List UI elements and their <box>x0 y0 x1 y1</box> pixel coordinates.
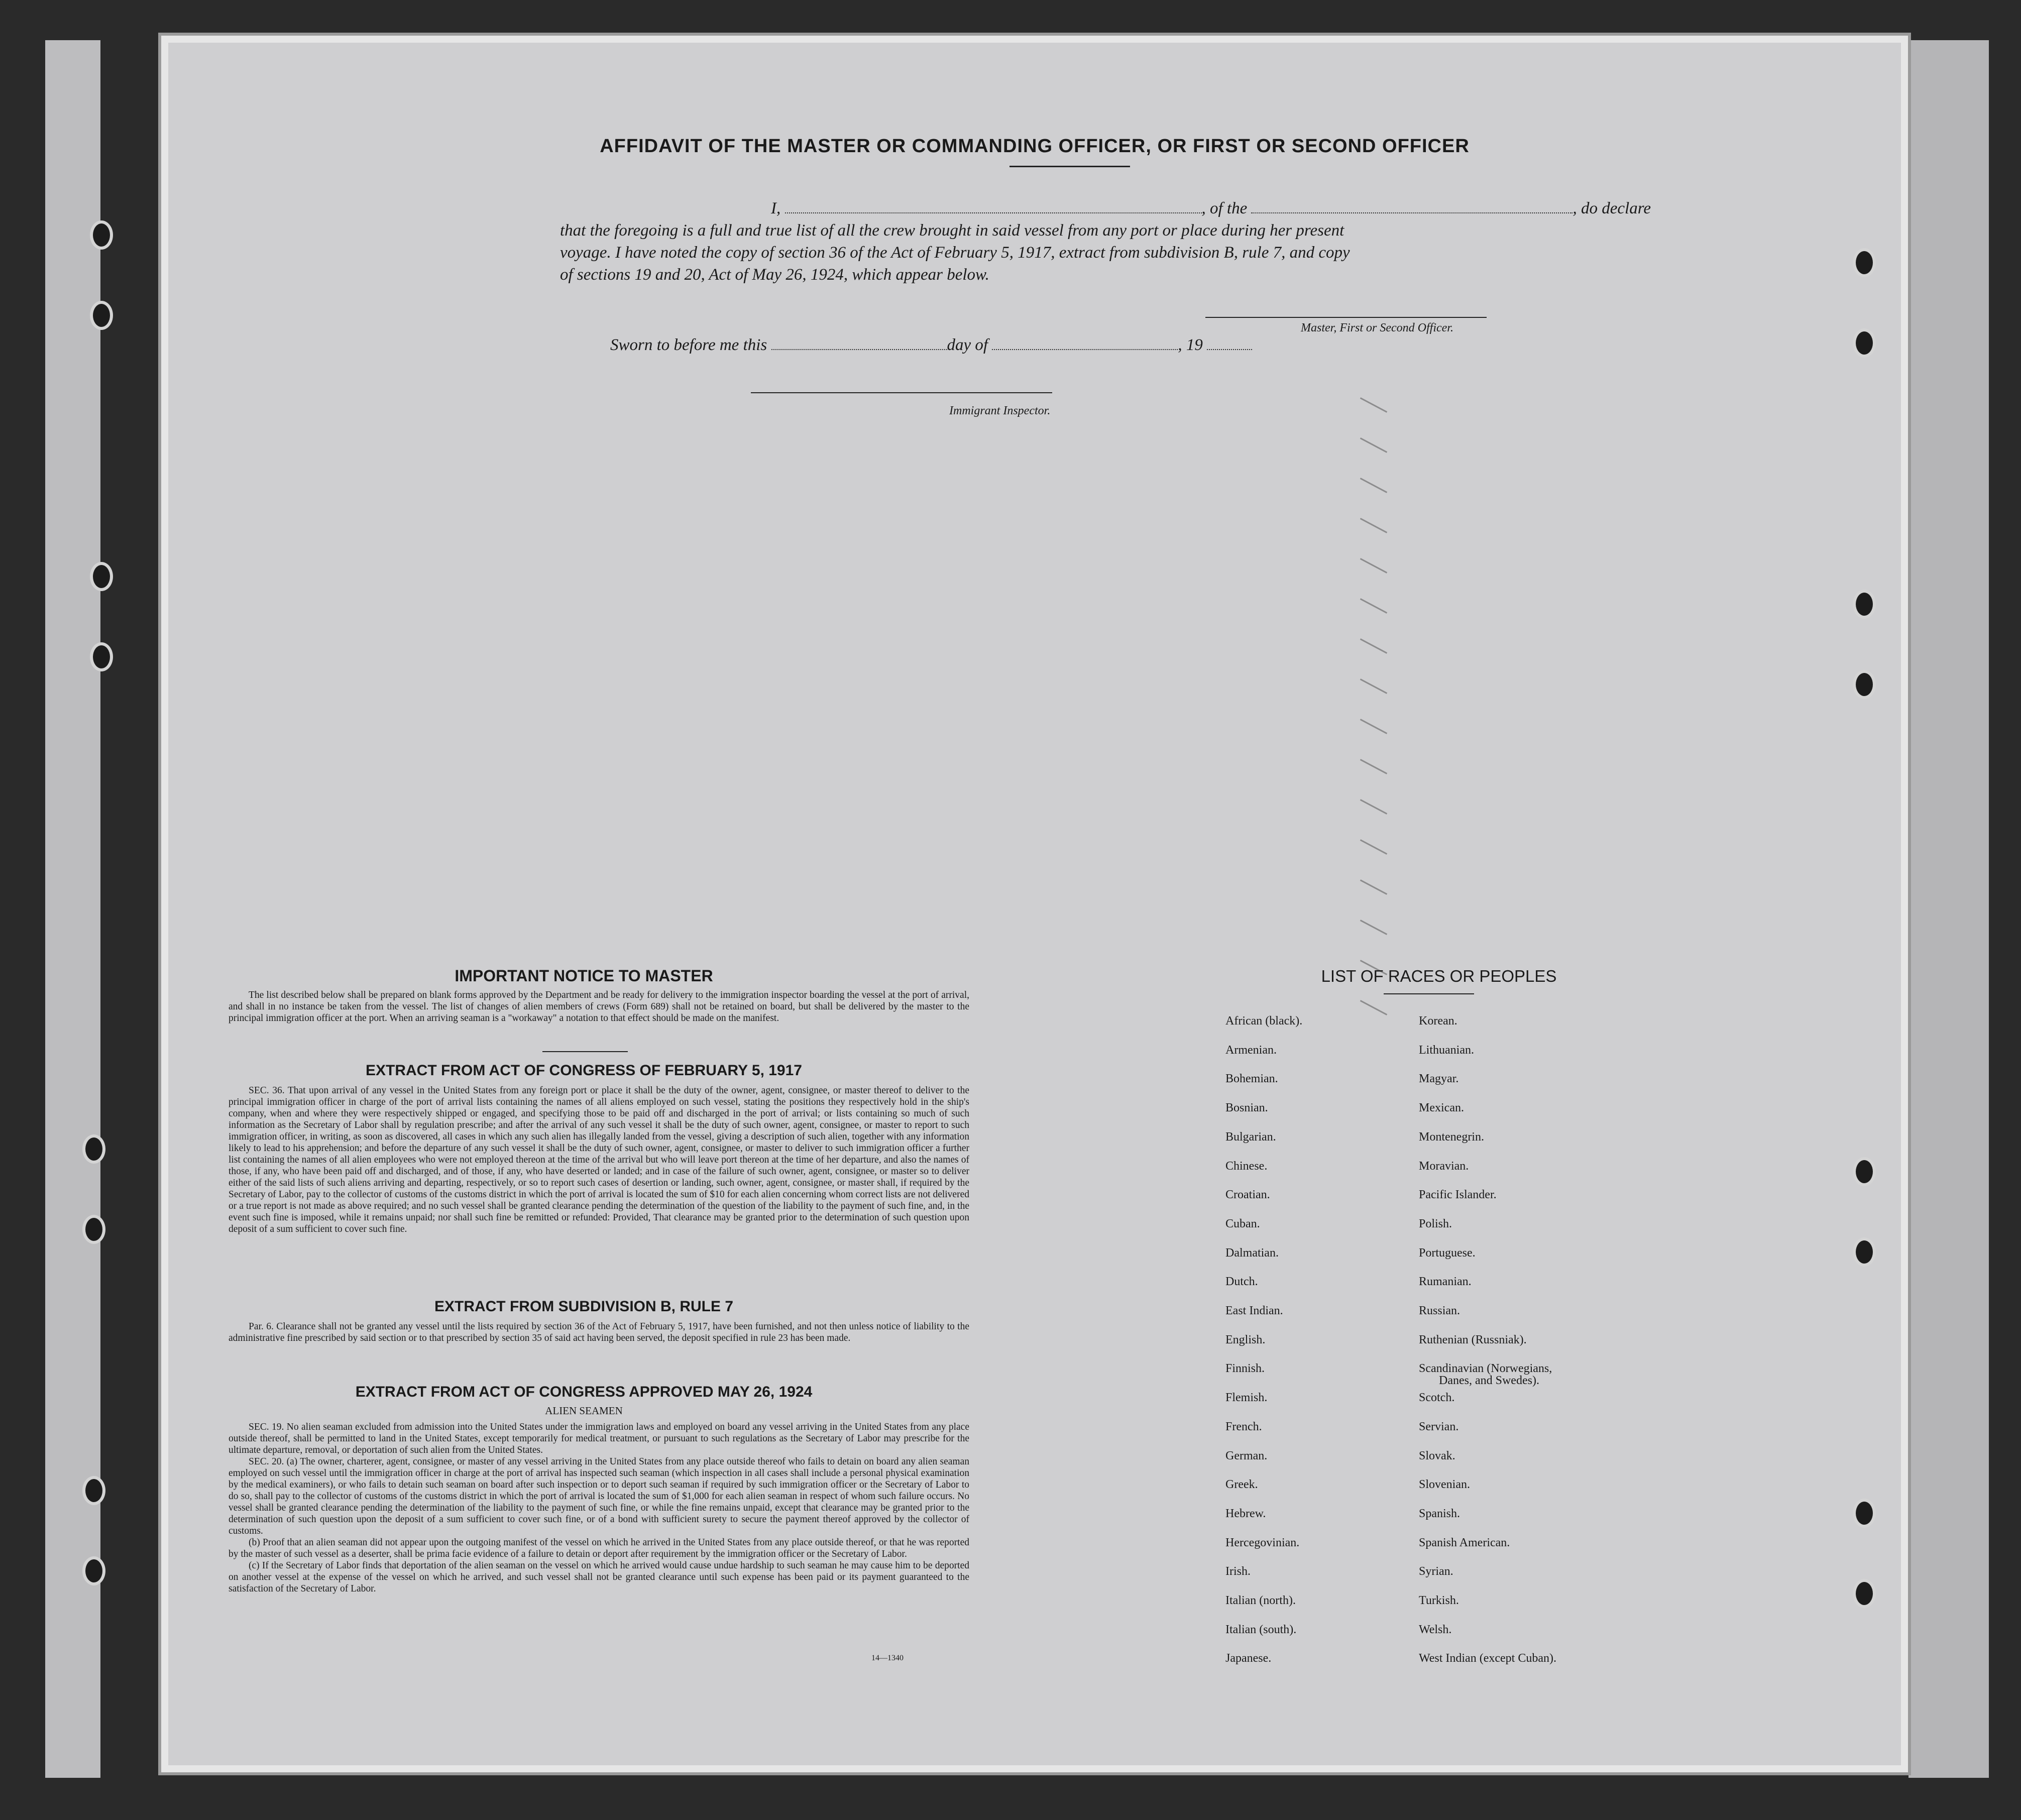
race-item: English. <box>1225 1333 1266 1346</box>
subdivision-text: Par. 6. Clearance shall not be granted any vessel until the lists required by section 36 of the Act of February 5, 1917, have been furnished, and not then unless notice of liability to the administrative fine prescribed by said section or to that prescribed by section 35 of said act having been served, the deposit specified in rule 23 has been made. <box>229 1321 969 1343</box>
race-item: Hercegovinian. <box>1225 1536 1300 1549</box>
race-item: Finnish. <box>1225 1362 1265 1376</box>
sworn-line: Sworn to before me this day of , 19 <box>610 334 1735 356</box>
master-signature-line <box>1205 317 1487 318</box>
race-item: French. <box>1225 1420 1262 1433</box>
race-item: Bohemian. <box>1225 1072 1278 1086</box>
notice-title: IMPORTANT NOTICE TO MASTER <box>455 967 713 985</box>
race-item: Moravian. <box>1419 1159 1469 1173</box>
race-item: Slovak. <box>1419 1449 1455 1462</box>
race-item: Turkish. <box>1419 1594 1459 1607</box>
race-item: Armenian. <box>1225 1043 1277 1057</box>
extract-1917-title: EXTRACT FROM ACT OF CONGRESS OF FEBRUARY 5, 1917 <box>366 1062 802 1079</box>
races-title: LIST OF RACES OR PEOPLES <box>1321 967 1557 985</box>
race-item: Dutch. <box>1225 1275 1258 1289</box>
form-number: 14—1340 <box>871 1654 904 1662</box>
punch-hole-icon <box>1856 1240 1873 1264</box>
race-item: Flemish. <box>1225 1391 1268 1405</box>
race-item: Scotch. <box>1419 1391 1455 1405</box>
race-item-continuation: Danes, and Swedes). <box>1439 1374 1539 1388</box>
race-item: Cuban. <box>1225 1217 1260 1230</box>
race-item: Greek. <box>1225 1478 1258 1492</box>
punch-hole-icon <box>93 223 110 247</box>
affidavit-line-3: voyage. I have noted the copy of section 36 of the Act of February 5, 1917, extract from subdivision B, rule 7, and copy <box>560 244 1350 262</box>
punch-hole-icon <box>93 565 110 588</box>
punch-hole-icon <box>1856 1582 1873 1605</box>
right-binding-strip <box>1908 40 1989 1778</box>
race-item: West Indian (except Cuban). <box>1419 1652 1556 1665</box>
punch-hole-icon <box>85 1218 102 1241</box>
punch-hole-icon <box>1856 251 1873 274</box>
race-item: Bulgarian. <box>1225 1130 1276 1144</box>
race-item: Syrian. <box>1419 1565 1453 1578</box>
race-item: East Indian. <box>1225 1304 1283 1317</box>
inspector-signature-caption: Immigrant Inspector. <box>949 404 1051 417</box>
affidavit-title: AFFIDAVIT OF THE MASTER OR COMMANDING OFFICER, OR FIRST OR SECOND OFFICER <box>600 136 1470 157</box>
race-item: Italian (north). <box>1225 1594 1296 1607</box>
race-item: Croatian. <box>1225 1188 1270 1202</box>
race-item: Spanish. <box>1419 1507 1461 1520</box>
title-rule <box>1009 166 1130 167</box>
race-item: Irish. <box>1225 1565 1251 1578</box>
race-item: Hebrew. <box>1225 1507 1266 1520</box>
race-item: African (black). <box>1225 1014 1303 1028</box>
notice-rule <box>542 1051 628 1052</box>
document-page <box>168 43 1901 1765</box>
race-item: Pacific Islander. <box>1419 1188 1497 1202</box>
inspector-signature-line <box>751 392 1052 393</box>
race-item: Japanese. <box>1225 1652 1272 1665</box>
race-item: Ruthenian (Russniak). <box>1419 1333 1527 1346</box>
race-item: Italian (south). <box>1225 1623 1297 1636</box>
race-item: Mexican. <box>1419 1101 1464 1115</box>
race-item: Portuguese. <box>1419 1246 1476 1260</box>
subdivision-title: EXTRACT FROM SUBDIVISION B, RULE 7 <box>434 1298 734 1315</box>
extract-1924-title: EXTRACT FROM ACT OF CONGRESS APPROVED MAY 26, 1924 <box>355 1384 813 1400</box>
race-item: Korean. <box>1419 1014 1457 1028</box>
notice-text: The list described below shall be prepared on blank forms approved by the Department and be ready for delivery to the immigration inspector boarding the vessel at the port of arrival, and shall in no instance be taken from the vessel. The list of changes of alien members of crews (Form 689) shall not be retained on board, but shall be delivered by the master to the principal immigration officer at the port. When an arriving seaman is a "workaway" a notation to that effect should be made on the manifest. <box>229 990 969 1023</box>
punch-hole-icon <box>93 304 110 327</box>
race-item: Servian. <box>1419 1420 1459 1433</box>
punch-hole-icon <box>1856 593 1873 616</box>
race-item: German. <box>1225 1449 1268 1462</box>
race-item: Rumanian. <box>1419 1275 1472 1289</box>
left-binding-strip <box>45 40 100 1778</box>
punch-hole-icon <box>85 1559 102 1582</box>
punch-hole-icon <box>85 1479 102 1502</box>
race-item: Scandinavian (Norwegians, <box>1419 1362 1552 1376</box>
punch-hole-icon <box>1856 673 1873 696</box>
races-rule <box>1384 993 1474 994</box>
extract-1924-text: SEC. 19. No alien seaman excluded from admission into the United States under the immigration laws and employed on board any vessel arriving in the United States from any place outside thereof, shall be permitted to land in the United States, except temporarily for medical treatment, or pursuant to such regulations as the Secretary of Labor may prescribe for the ultimate departure, removal, or deportation of such alien from the United States. SEC. 20. (a) The owner, charterer, agent, consignee, or master of any vessel arriving in the United States from any place outside thereof who fails to detain on board any alien seaman employed on such vessel until the immigration officer in charge at the port of arrival has inspected such seaman (which inspection in all cases shall include a personal physical examination by the medical examiners), or who fails to detain such seaman on board after such inspection or to deport such seaman if required by such immigration officer or the Secretary of Labor to do so, shall pay to the collector of customs of the customs district in which the port of arrival is located the sum of $1,000 for each alien seaman in respect of whom such failure occurs. No vessel shall be granted clearance pending the determination of the liability to the payment of such fine, or while the fine remains unpaid, except that clearance may be granted prior to the determination of such question upon the deposit of a sum sufficient to cover such fine, or of a bond with sufficient surety to secure the payment thereof approved by the collector of customs. (b) Proof that an alien seaman did not appear upon the outgoing manifest of the vessel on which he arrived in the United States from any place outside thereof, or that he was reported by the master of such vessel as a deserter, shall be prima facie evidence of a failure to detain or deport after requirement by the immigration officer or the Secretary of Labor. (c) If the Secretary of Labor finds that deportation of the alien seaman on the vessel on which he arrived would cause undue hardship to such seaman he may cause him to be deported on another vessel at the expense of the vessel on which he arrived, and such vessel shall not be granted clearance until such expense has been paid or its payment guaranteed to the satisfaction of the Secretary of Labor. <box>229 1422 969 1594</box>
affidavit-line-4: of sections 19 and 20, Act of May 26, 1924, which appear below. <box>560 266 989 284</box>
race-item: Welsh. <box>1419 1623 1452 1636</box>
punch-hole-icon <box>1856 331 1873 355</box>
affidavit-line-1: I, , of the , do declare <box>771 199 1651 217</box>
race-item: Montenegrin. <box>1419 1130 1484 1144</box>
race-item: Dalmatian. <box>1225 1246 1279 1260</box>
race-item: Slovenian. <box>1419 1478 1470 1492</box>
race-item: Russian. <box>1419 1304 1461 1317</box>
punch-hole-icon <box>1856 1502 1873 1525</box>
extract-1917-text: SEC. 36. That upon arrival of any vessel in the United States from any foreign port or place it shall be the duty of the owner, agent, consignee, or master thereof to deliver to the principal immigration officer in charge of the port of arrival lists containing the names of all aliens employed on such vessel, stating the positions they respectively hold in the ship's company, when and where they were respectively shipped or engaged, and specifying those to be paid off and discharged in the port of arrival; or lists containing so much of such information as the Secretary of Labor shall by regulation prescribe; and after the arrival of any such vessel it shall be the duty of such owner, agent, consignee, or master to report to such immigration officer, in writing, as soon as discovered, all cases in which any such alien has illegally landed from the vessel, giving a description of such alien, together with any information likely to lead to his apprehension; and before the departure of any such vessel it shall be the duty of such owner, agent, consignee, or master to deliver to such immigration officer a further list containing the names of all alien employees who were not employed thereon at the time of the arrival but who will leave port thereon at the time of her departure, and also the names of those, if any, who have been paid off and discharged, and of those, if any, who have deserted or landed; and in case of the failure of such owner, agent, consignee, or master so to deliver either of the said lists of such aliens arriving and departing, respectively, or so to report such cases of desertion or landing, such owner, agent, consignee, or master shall, if required by the Secretary of Labor, pay to the collector of customs of the customs district in which the port of arrival is located the sum of $10 for each alien concerning whom correct lists are not delivered or a true report is not made as above required; and no such vessel shall be granted clearance pending the determination of the question of the liability to the payment of such fine, and, in the event such fine is imposed, while it remains unpaid; nor shall such fine be remitted or refunded: Provided, That clearance may be granted prior to the determination of such question upon deposit of a sum sufficient to cover such fine. <box>229 1085 969 1234</box>
punch-hole-icon <box>93 645 110 668</box>
race-item: Polish. <box>1419 1217 1452 1230</box>
affidavit-line-2: that the foregoing is a full and true list of all the crew brought in said vessel from any port or place during her present <box>560 221 1344 240</box>
race-item: Chinese. <box>1225 1159 1268 1173</box>
race-item: Magyar. <box>1419 1072 1459 1086</box>
punch-hole-icon <box>85 1138 102 1161</box>
race-item: Bosnian. <box>1225 1101 1268 1115</box>
alien-seamen-subtitle: ALIEN SEAMEN <box>545 1405 623 1417</box>
race-item: Lithuanian. <box>1419 1043 1474 1057</box>
race-item: Spanish American. <box>1419 1536 1510 1549</box>
master-signature-caption: Master, First or Second Officer. <box>1301 321 1453 334</box>
punch-hole-icon <box>1856 1160 1873 1183</box>
